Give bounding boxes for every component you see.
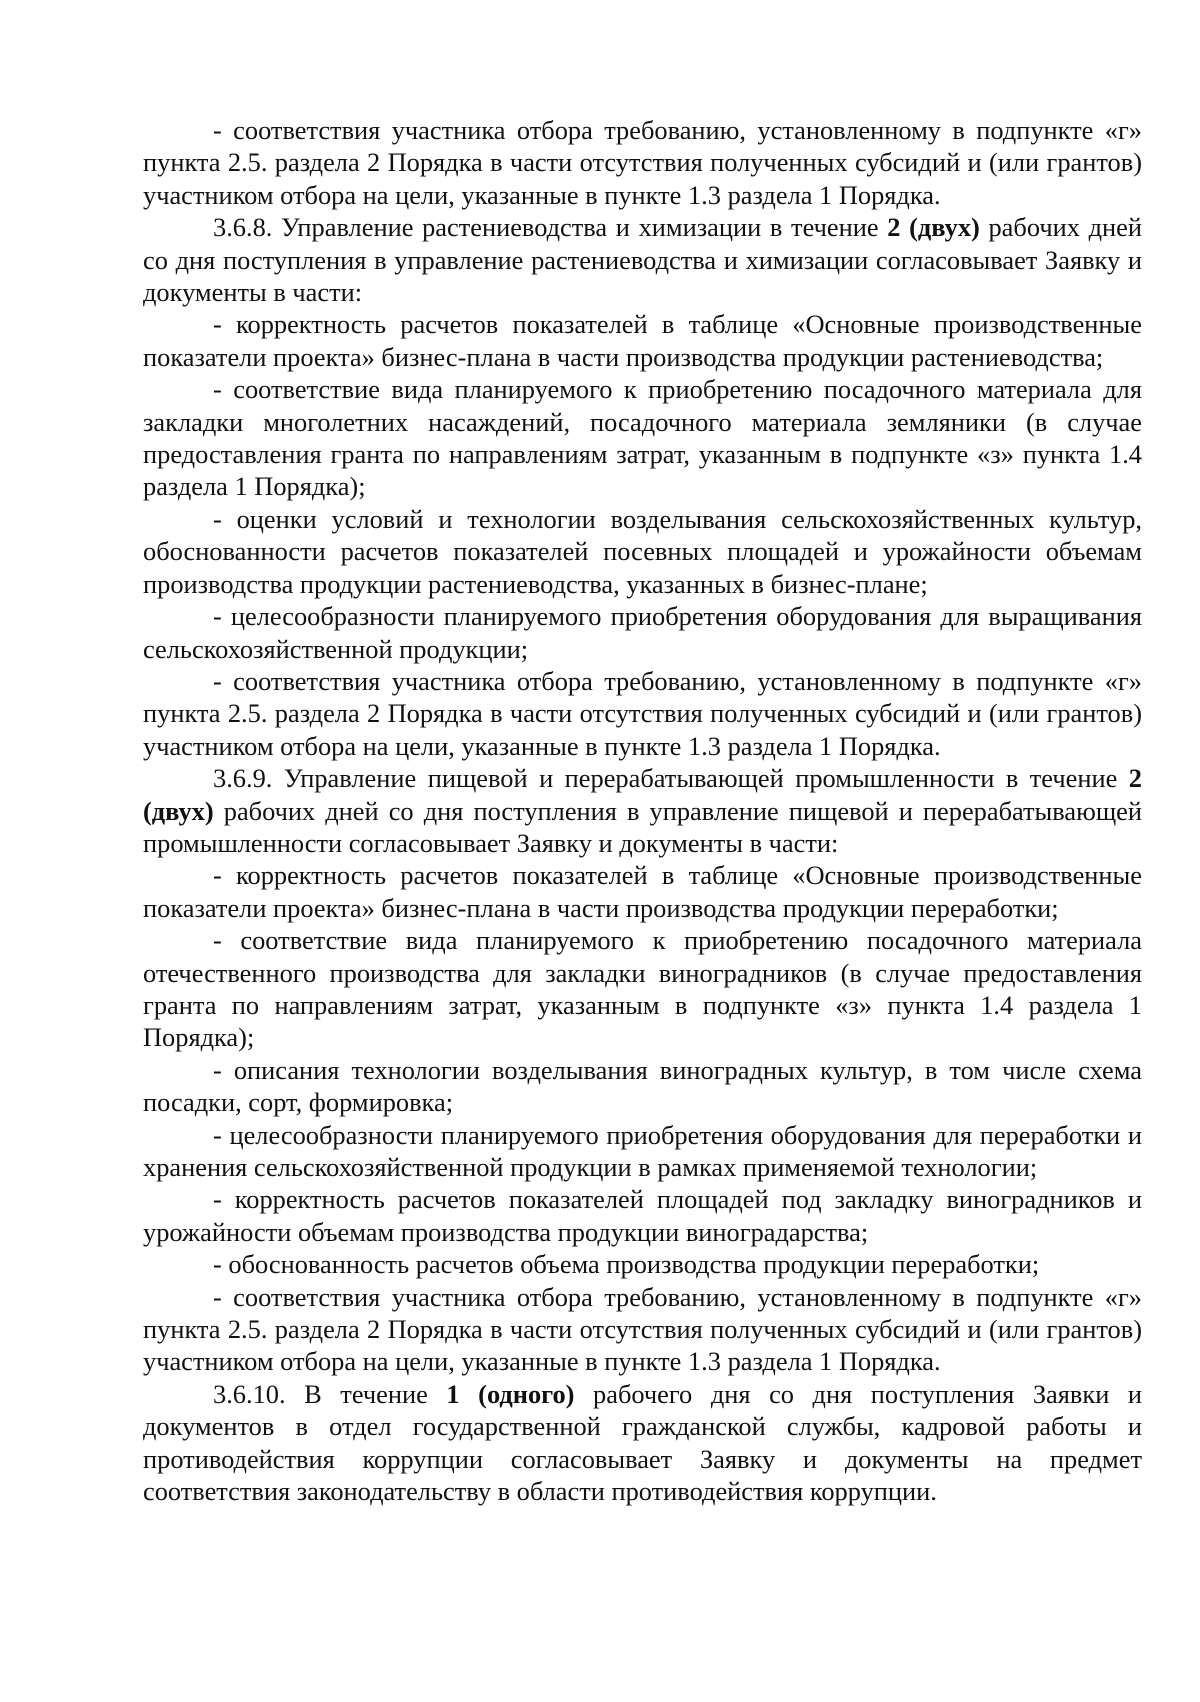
paragraph-text: рабочих дней со дня поступления в управление растениеводства и химизации согласовывает Заявку и документы в части: [143,212,1142,308]
paragraph-text: - соответствия участника отбора требованию, установленному в подпункте «г» пункта 2.5. раздела 2 Порядка в части отсутствия полученных субсидий и (или грантов) участником отбора на цели, указанные в пункте 1.3 раздела 1 Порядка. [143,115,1142,210]
paragraph-3-6-8 [143,211,1142,308]
paragraph-3-6-10 [143,1378,1142,1508]
paragraph-text: - соответствия участника отбора требованию, установленному в подпункте «г» пункта 2.5. раздела 2 Порядка в части отсутствия полученных субсидий и (или грантов) участником отбора на цели, указанные в пункте 1.3 раздела 1 Порядка. [143,665,1142,761]
paragraph-text: - целесообразности планируемого приобретения оборудования для выращивания сельскохозяйственной продукции; [143,601,1142,664]
paragraph-text: 3.6.9. Управление пищевой и перерабатывающей промышленности в течение [213,763,1129,794]
paragraph-item-3-6-9-g [143,1281,1142,1378]
paragraph-item-3-6-9-d [143,1119,1142,1184]
paragraph-text: рабочего дня со дня поступления Заявки и документов в отдел государственной гражданской службы, кадровой работы и противодействия коррупции согласовывает Заявку и документы на предмет соответствия законодательству в области противодействия коррупции. [143,1378,1143,1507]
deadline-bold-text: 1 (одного) [446,1378,575,1409]
paragraph-text: 3.6.8. Управление растениеводства и химизации в течение [213,212,888,243]
paragraph-item-3-6-9-b [143,924,1142,1054]
paragraph-text: - корректность расчетов показателей в таблице «Основные производственные показатели проекта» бизнес-плана в части производства продукции переработки; [143,860,1142,923]
paragraph-item-3-6-9-c [143,1054,1142,1119]
paragraph-item-3-6-9-f [143,1248,1142,1280]
paragraph-text: - соответствие вида планируемого к приобретению посадочного материала отечественного производства для закладки виноградников (в случае предоставления гранта по направлениям затрат, указанным в подпункте «з» пункта 1.4 раздела 1 Порядка); [143,925,1142,1053]
paragraph-text: рабочих дней со дня поступления в управление пищевой и перерабатывающей промышленности согласовывает Заявку и документы в части: [143,795,1142,858]
paragraph-item-3-6-8-c [143,503,1142,600]
paragraph-item-3-6-9-a [143,859,1142,924]
paragraph-item-3-6-8-a [143,308,1142,373]
paragraph-item-3-6-8-b [143,373,1142,503]
paragraph-item-3-6-7-condition [143,114,1142,211]
paragraph-text: 3.6.10. В течение [213,1378,447,1409]
paragraph-text: - соответствия участника отбора требованию, установленному в подпункте «г» пункта 2.5. раздела 2 Порядка в части отсутствия полученных субсидий и (или грантов) участником отбора на цели, указанные в пункте 1.3 раздела 1 Порядка. [143,1281,1142,1377]
deadline-bold-text: 2 (двух) [143,763,1142,826]
document-page [143,114,1142,1507]
paragraph-text: - обоснованность расчетов объема производства продукции переработки; [213,1249,1040,1280]
paragraph-text: - корректность расчетов показателей в таблице «Основные производственные показатели проекта» бизнес-плана в части производства продукции растениеводства; [143,309,1142,372]
paragraph-3-6-9 [143,762,1142,859]
paragraph-item-3-6-9-e [143,1183,1142,1248]
paragraph-item-3-6-8-d [143,600,1142,665]
paragraph-text: - оценки условий и технологии возделывания сельскохозяйственных культур, обоснованности расчетов показателей посевных площадей и урожайности объемам производства продукции растениеводства, указанных в бизнес-плане; [143,503,1142,599]
paragraph-text: - корректность расчетов показателей площадей под закладку виноградников и урожайности объемам производства продукции виноградарства; [143,1184,1142,1247]
deadline-bold-text: 2 (двух) [887,212,980,243]
paragraph-item-3-6-8-e [143,665,1142,762]
paragraph-text: - описания технологии возделывания виноградных культур, в том числе схема посадки, сорт, формировка; [143,1054,1142,1118]
paragraph-text: - целесообразности планируемого приобретения оборудования для переработки и хранения сельскохозяйственной продукции в рамках применяемой технологии; [143,1119,1142,1182]
paragraph-text: - соответствие вида планируемого к приобретению посадочного материала для закладки многолетних насаждений, посадочного материала земляники (в случае предоставления гранта по направлениям затрат, указанным в подпункте «з» пункта 1.4 раздела 1 Порядка); [143,374,1142,502]
